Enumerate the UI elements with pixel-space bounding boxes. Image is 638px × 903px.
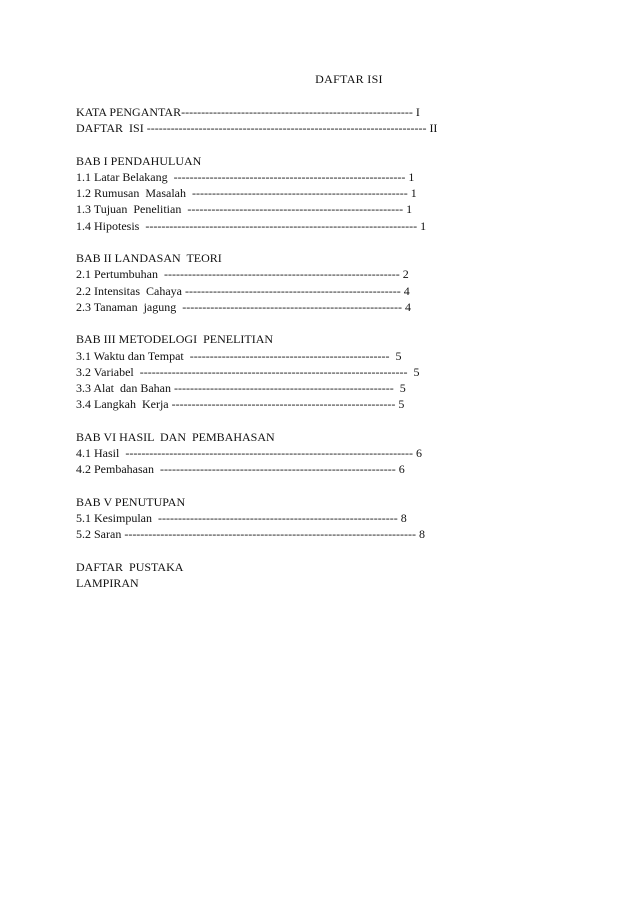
toc-entry-1-2: 1.2 Rumusan Masalah ------------------------------------------------------ 1 (76, 186, 417, 201)
toc-entry-1-4: 1.4 Hipotesis -------------------------------------------------------------------- 1 (76, 218, 427, 233)
toc-entry-5-1: 5.1 Kesimpulan ------------------------------------------------------------ 8 (76, 510, 407, 525)
section-gap (76, 234, 496, 250)
toc-entry-4-1: 4.1 Hasil ------------------------------------------------------------------------ 6 (76, 446, 423, 461)
toc-entry-kata-pengantar: KATA PENGANTAR---------------------------------------------------------- I (76, 105, 420, 119)
toc-entry-2-3: 2.3 Tanaman jagung ------------------------------------------------------- 4 (76, 299, 412, 314)
page-title: DAFTAR ISI (315, 72, 383, 86)
toc-entry-lampiran: LAMPIRAN (76, 575, 139, 590)
toc-entry-3-4: 3.4 Langkah Kerja -------------------------------------------------------- 5 (76, 397, 405, 412)
section-gap (76, 413, 496, 429)
toc-entry-2-1: 2.1 Pertumbuhan ----------------------------------------------------------- 2 (76, 267, 409, 282)
toc-entry-1-3: 1.3 Tujuan Penelitian ------------------------------------------------------ 1 (76, 202, 413, 217)
section-gap (76, 478, 496, 494)
toc-entry-1-1: 1.1 Latar Belakang ---------------------------------------------------------- 1 (76, 169, 415, 184)
chapter-heading-bab-3: BAB III METODELOGI PENELITIAN (76, 332, 274, 347)
chapter-heading-bab-2: BAB II LANDASAN TEORI (76, 251, 222, 266)
section-gap (76, 315, 496, 331)
toc-entry-5-2: 5.2 Saran ------------------------------------------------------------------------- 8 (76, 527, 426, 542)
chapter-heading-bab-5: BAB V PENUTUPAN (76, 494, 186, 509)
toc-entry-4-2: 4.2 Pembahasan ----------------------------------------------------------- 6 (76, 462, 405, 477)
toc-entry-2-2: 2.2 Intensitas Cahaya ------------------------------------------------------ 4 (76, 283, 410, 298)
table-of-contents (76, 104, 496, 591)
toc-entry-3-3: 3.3 Alat dan Bahan ------------------------------------------------------- 5 (76, 381, 406, 396)
toc-entry-3-1: 3.1 Waktu dan Tempat -------------------------------------------------- 5 (76, 348, 402, 363)
toc-entry-3-2: 3.2 Variabel ------------------------------------------------------------------- 5 (76, 364, 420, 379)
chapter-heading-bab-1: BAB I PENDAHULUAN (76, 153, 202, 168)
section-gap (76, 543, 496, 559)
section-gap (76, 137, 496, 153)
toc-entry-daftar-isi: DAFTAR ISI ---------------------------------------------------------------------- II (76, 121, 438, 136)
chapter-heading-bab-4: BAB VI HASIL DAN PEMBAHASAN (76, 429, 275, 444)
toc-entry-daftar-pustaka: DAFTAR PUSTAKA (76, 559, 184, 574)
